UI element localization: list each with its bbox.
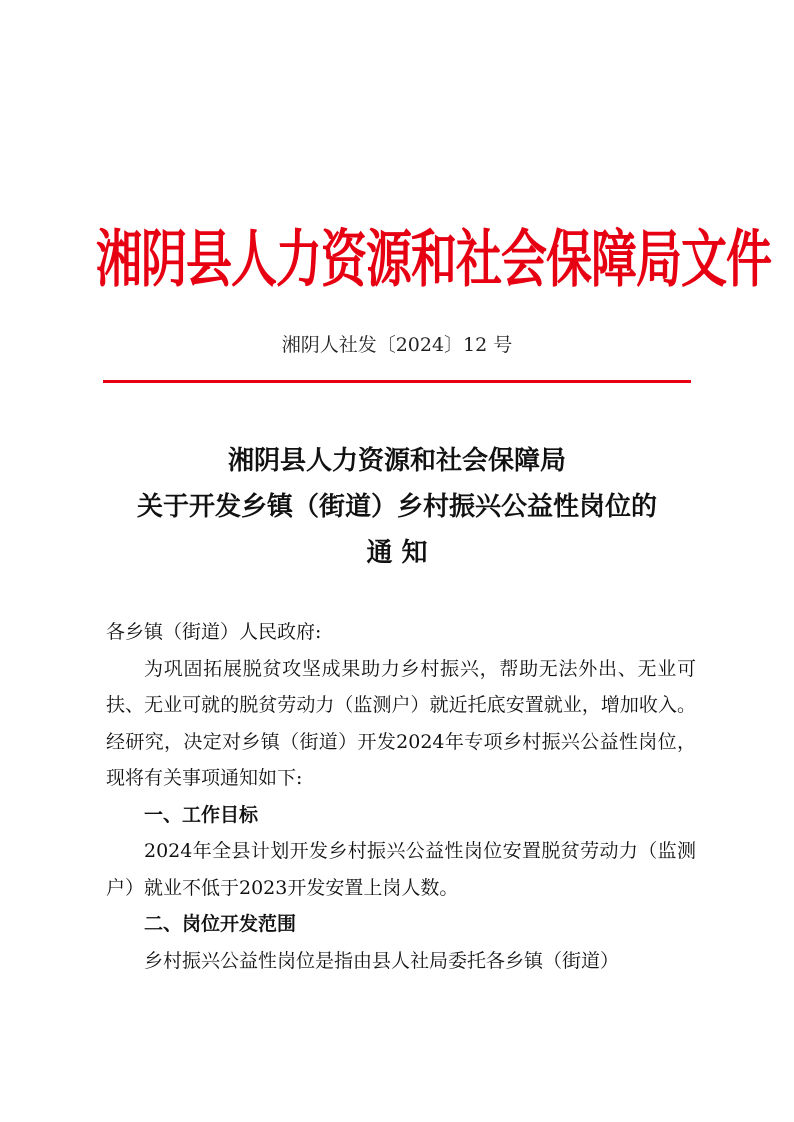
- document-number: 湘阴人社发〔2024〕12 号: [281, 334, 513, 356]
- intro-paragraph: 为巩固拓展脱贫攻坚成果助力乡村振兴，帮助无法外出、无业可扶、无业可就的脱贫劳动力（监测户）就近托底安置就业，增加收入。经研究，决定对乡镇（街道）开发2024年专项乡村振兴公益性岗位，现将有关事项通知如下:: [106, 657, 696, 789]
- issuer-masthead: 湘阴县人力资源和社会保障局文件: [96, 222, 771, 296]
- notice-title: [60, 438, 734, 576]
- section-heading-scope: 二、岗位开发范围: [144, 913, 297, 935]
- section-paragraph-goal: 2024年全县计划开发乡村振兴公益性岗位安置脱贫劳动力（监测户）就业不低于2023开发安置上岗人数。: [106, 840, 696, 899]
- notice-body: [106, 614, 696, 979]
- red-divider-line: [103, 380, 691, 383]
- section-heading-goal: 一、工作目标: [144, 803, 259, 826]
- salutation: 各乡镇（街道）人民政府:: [106, 621, 322, 643]
- section-paragraph-scope: 乡村振兴公益性岗位是指由县人社局委托各乡镇（街道）: [144, 949, 620, 972]
- title-line-3: 通 知: [366, 538, 428, 568]
- title-line-2: 关于开发乡镇（街道）乡村振兴公益性岗位的: [136, 492, 657, 522]
- title-line-1: 湘阴县人力资源和社会保障局: [227, 446, 566, 476]
